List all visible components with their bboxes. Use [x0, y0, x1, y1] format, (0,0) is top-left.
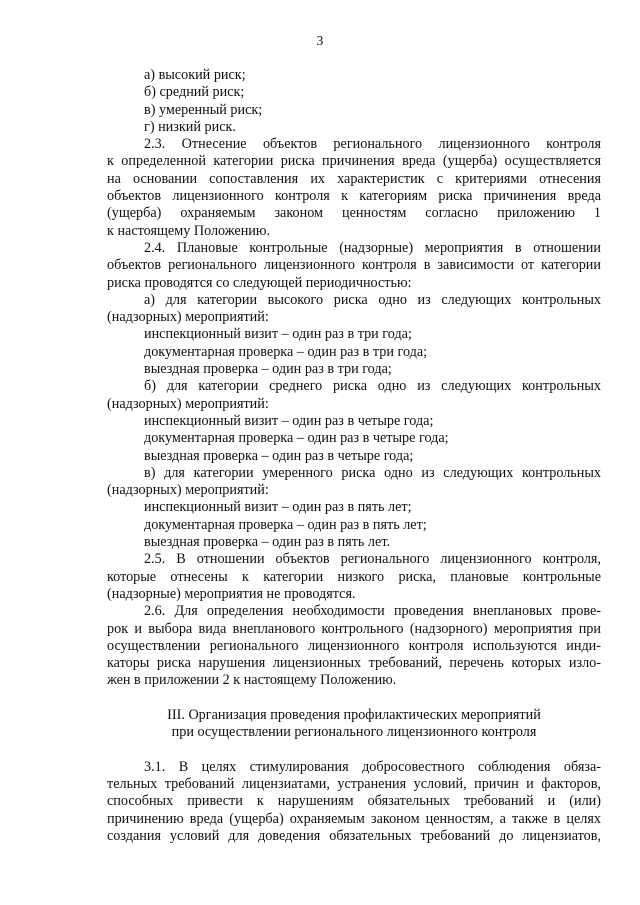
- text-line: г) низкий риск.: [144, 118, 236, 135]
- section-heading-line: III. Организация проведения профилактических мероприятий: [167, 706, 541, 723]
- blank-line: [107, 690, 601, 707]
- text-line: а) высокий риск;: [144, 67, 246, 83]
- text-line: б) средний риск;: [144, 84, 245, 101]
- page-number: 3: [316, 33, 324, 48]
- text-line: 2.3. Отнесение объектов регионального лицензионного контроля: [144, 136, 601, 153]
- text-line: б) для категории среднего риска одно из следующих контрольных: [144, 378, 601, 395]
- text-line: на основании сопоставления их характеристик с критериями отнесения: [107, 170, 601, 187]
- text-line: выездная проверка – один раз в три года;: [144, 361, 392, 378]
- text-line: в) умеренный риск;: [144, 101, 263, 118]
- document-body: [107, 67, 601, 845]
- text-line: способных привести к нарушениям обязательных требований и (или): [107, 793, 601, 810]
- text-line: 2.5. В отношении объектов регионального лицензионного контроля,: [144, 551, 601, 568]
- text-line: осуществлении регионального лицензионного контроля используются инди-: [107, 637, 601, 654]
- text-line: к определенной категории риска причинения вреда (ущерба) осуществляется: [107, 153, 601, 170]
- text-line: 2.4. Плановые контрольные (надзорные) мероприятия в отношении: [144, 239, 601, 256]
- text-line: рок и выбора вида внепланового контрольного (надзорного) мероприятия при: [107, 620, 601, 637]
- text-line: 2.6. Для определения необходимости проведения внеплановых прове-: [144, 603, 601, 620]
- text-line: создания условий для доведения обязательных требований до лицензиатов,: [107, 828, 601, 845]
- text-line: объектов лицензионного контроля к категориям риска причинения вреда: [107, 188, 601, 205]
- text-line: (надзорных) мероприятий:: [107, 309, 269, 326]
- text-line: инспекционный визит – один раз в три года;: [144, 326, 412, 343]
- text-line: (ущерба) охраняемым законом ценностям согласно приложению 1: [107, 205, 601, 222]
- text-line: выездная проверка – один раз в четыре года;: [144, 447, 414, 464]
- text-line: 3.1. В целях стимулирования добросовестного соблюдения обяза-: [144, 758, 601, 775]
- text-line: которые отнесены к категории низкого риска, плановые контрольные: [107, 568, 601, 585]
- text-line: каторы риска нарушения лицензионных требований, перечень которых изло-: [107, 655, 601, 672]
- text-line: жен в приложении 2 к настоящему Положению.: [107, 672, 397, 689]
- text-line: (надзорных) мероприятий:: [107, 482, 269, 499]
- section-heading-line: при осуществлении регионального лицензионного контроля: [171, 724, 537, 741]
- text-line: документарная проверка – один раз в четыре года;: [144, 430, 449, 447]
- text-line: инспекционный визит – один раз в пять лет;: [144, 499, 412, 516]
- text-line: к настоящему Положению.: [107, 222, 271, 239]
- text-line: документарная проверка – один раз в пять лет;: [144, 516, 427, 533]
- text-line: выездная проверка – один раз в пять лет.: [144, 534, 390, 551]
- text-line: в) для категории умеренного риска одно из следующих контрольных: [144, 464, 601, 481]
- text-line: причинению вреда (ущерба) охраняемым законом ценностям, а также в целях: [107, 810, 601, 827]
- text-line: (надзорные) мероприятия не проводятся.: [107, 585, 356, 602]
- text-line: тельных требований лицензиатами, устранения условий, причин и факторов,: [107, 776, 601, 793]
- blank-line: [107, 742, 601, 759]
- text-line: риска проводятся со следующей периодичностью:: [107, 274, 412, 291]
- text-line: объектов регионального лицензионного контроля в зависимости от категории: [107, 257, 601, 274]
- text-line: документарная проверка – один раз в три года;: [144, 343, 428, 360]
- text-line: а) для категории высокого риска одно из следующих контрольных: [144, 291, 601, 308]
- text-line: инспекционный визит – один раз в четыре года;: [144, 412, 434, 429]
- text-line: (надзорных) мероприятий:: [107, 395, 269, 412]
